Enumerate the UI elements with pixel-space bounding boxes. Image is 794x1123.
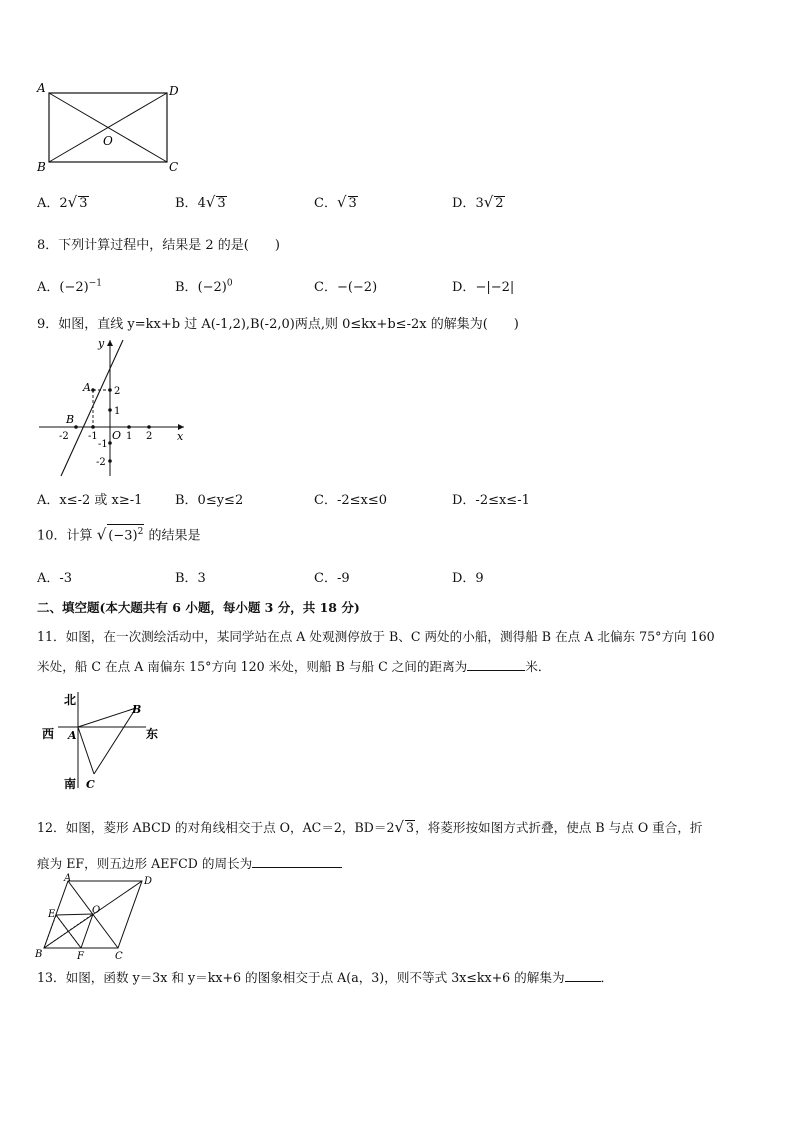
- q11-line1: 11．如图，在一次测绘活动中，某同学站在点 A 处观测停放于 B、C 两处的小船，测得船 B 在点 A 北偏东 75°方向 160: [37, 629, 715, 644]
- answer-blank[interactable]: [467, 658, 525, 671]
- q13-text: 13．如图，函数 y＝3x 和 y＝kx+6 的图象相交于点 A(a，3)，则不等式 3x≤kx+6 的解集为 ．: [37, 970, 614, 985]
- svg-text:A: A: [64, 873, 72, 884]
- q10-text: 10．计算 √ $(-3)^2$ 的结果是: [37, 525, 201, 544]
- q7-option-a[interactable]: A．2√ 3: [37, 193, 88, 211]
- svg-text:A: A: [68, 729, 77, 742]
- q7-option-d[interactable]: D．3√ 2: [452, 193, 504, 211]
- svg-text:-2: -2: [59, 431, 69, 442]
- section-heading: 二、填空题(本大题共有 6 小题，每小题 3 分，共 18 分): [37, 600, 360, 615]
- q11-line2: 米处，船 C 在点 A 南偏东 15°方向 120 米处，则船 B 与船 C 之间的距离为 米．: [37, 659, 551, 674]
- svg-text:西: 西: [42, 727, 55, 741]
- svg-text:B: B: [35, 949, 43, 960]
- vertex-label-b: B: [37, 160, 46, 174]
- svg-text:2: 2: [146, 431, 153, 442]
- coordinate-figure: [34, 336, 194, 478]
- vertex-label-a: A: [37, 81, 46, 95]
- svg-text:1: 1: [114, 406, 121, 417]
- q7-option-b[interactable]: B．4√ 3: [175, 193, 226, 211]
- q10-option-a[interactable]: A．-3: [37, 571, 73, 586]
- svg-text:1: 1: [126, 431, 133, 442]
- q9-option-d[interactable]: D．-2≤x≤-1: [452, 493, 530, 508]
- q8-option-d[interactable]: D．−|−2|: [452, 280, 515, 295]
- svg-text:-1: -1: [88, 431, 98, 442]
- svg-text:F: F: [77, 951, 84, 962]
- svg-text:2: 2: [114, 386, 121, 397]
- q8-text: 8．下列计算过程中，结果是 2 的是( ): [37, 238, 280, 253]
- svg-text:北: 北: [64, 693, 77, 707]
- vertex-label-c: C: [169, 160, 179, 174]
- sqrt-icon: √: [394, 818, 405, 836]
- svg-text:南: 南: [64, 777, 77, 791]
- q9-text: 9．如图，直线 y=kx+b 过 A(-1,2),B(-2,0)两点,则 0≤kx+b≤-2x 的解集为( ): [37, 317, 519, 332]
- q9-option-a[interactable]: A．x≤-2 或 x≥-1: [37, 493, 143, 508]
- rectangle-figure: [34, 80, 184, 176]
- compass-figure: [40, 688, 168, 794]
- answer-blank[interactable]: [252, 855, 342, 868]
- q8-option-b[interactable]: B．$(-2)^0$: [175, 278, 233, 295]
- svg-text:B: B: [132, 703, 142, 716]
- q10-option-d[interactable]: D．9: [452, 571, 484, 586]
- rhombus-figure: [34, 872, 158, 962]
- svg-text:E: E: [48, 909, 56, 920]
- q12-line1: 12．如图，菱形 ABCD 的对角线相交于点 O，AC＝2，BD＝2√ 3，将菱形按如图方式折叠，使点 B 与点 O 重合，折: [37, 818, 703, 836]
- svg-text:B: B: [66, 413, 75, 426]
- sqrt-icon: √: [483, 193, 494, 211]
- svg-text:-2: -2: [96, 457, 106, 468]
- vertex-label-d: D: [169, 84, 179, 98]
- svg-text:y: y: [98, 337, 105, 350]
- svg-text:D: D: [144, 876, 153, 887]
- svg-text:C: C: [86, 778, 95, 791]
- q10-option-c[interactable]: C．-9: [314, 571, 350, 586]
- q8-option-c[interactable]: C．−(−2): [314, 280, 378, 295]
- svg-text:A: A: [83, 381, 91, 394]
- svg-text:x: x: [177, 430, 184, 443]
- sqrt-icon: √: [336, 193, 347, 211]
- q12-line2: 痕为 EF，则五边形 AEFCD 的周长为: [37, 853, 342, 872]
- sqrt-icon: √: [67, 193, 78, 211]
- sqrt-icon: √: [96, 525, 107, 544]
- svg-text:-1: -1: [98, 439, 108, 450]
- answer-blank[interactable]: [565, 969, 601, 982]
- q10-option-b[interactable]: B．3: [175, 571, 206, 586]
- svg-text:东: 东: [146, 727, 159, 741]
- sqrt-icon: √: [205, 193, 216, 211]
- q9-option-b[interactable]: B．0≤y≤2: [175, 493, 244, 508]
- center-label-o: O: [103, 134, 113, 148]
- svg-text:C: C: [115, 951, 123, 962]
- q9-option-c[interactable]: C．-2≤x≤0: [314, 493, 387, 508]
- q7-option-c[interactable]: C．√ 3: [314, 193, 357, 211]
- svg-text:O: O: [112, 429, 122, 442]
- svg-text:O: O: [92, 905, 101, 916]
- q8-option-a[interactable]: A．$(-2)^{-1}$: [37, 278, 102, 295]
